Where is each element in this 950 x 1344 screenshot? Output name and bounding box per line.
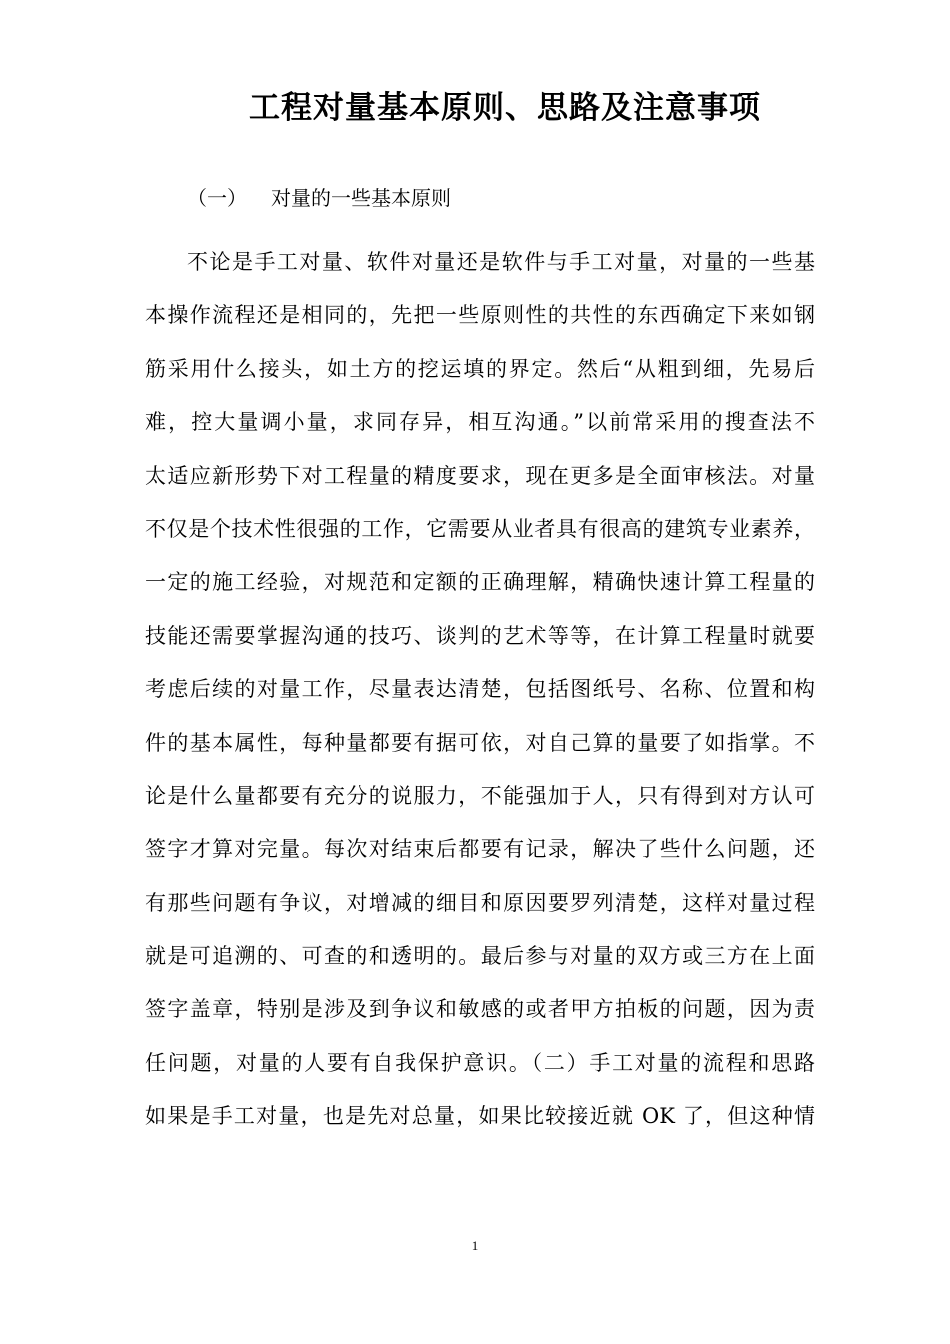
text-line: 太适应新形势下对工程量的精度要求，现在更多是全面审核法。对量 xyxy=(145,463,815,488)
text-line: 难，控大量调小量，求同存异，相互沟通。”以前常采用的搜查法不 xyxy=(145,410,815,435)
page-number: 1 xyxy=(471,1238,479,1253)
section-title: 对量的一些基本原则 xyxy=(271,186,451,210)
section-number: （一） xyxy=(187,186,247,210)
section-heading xyxy=(187,180,451,216)
text-line: 本操作流程还是相同的，先把一些原则性的共性的东西确定下来如钢 xyxy=(145,303,815,328)
text-line: 有那些问题有争议，对增减的细目和原因要罗列清楚，这样对量过程 xyxy=(145,890,815,915)
text-line: 如果是手工对量，也是先对总量，如果比较接近就 OK 了，但这种情 xyxy=(145,1104,815,1129)
text-line: 论是什么量都要有充分的说服力，不能强加于人，只有得到对方认可 xyxy=(145,783,815,808)
text-line: 考虑后续的对量工作，尽量表达清楚，包括图纸号、名称、位置和构 xyxy=(145,677,815,702)
text-line: 不论是手工对量、软件对量还是软件与手工对量，对量的一些基 xyxy=(187,250,815,274)
text-line: 任问题，对量的人要有自我保护意识。（二）手工对量的流程和思路 xyxy=(145,1050,815,1075)
body-paragraph xyxy=(145,236,815,1144)
text-line: 筋采用什么接头，如土方的挖运填的界定。然后“从粗到细，先易后 xyxy=(145,356,815,381)
text-line: 一定的施工经验，对规范和定额的正确理解，精确快速计算工程量的 xyxy=(145,570,815,595)
text-line: 件的基本属性，每种量都要有据可依，对自己算的量要了如指掌。不 xyxy=(145,730,815,755)
text-line: 签字才算对完量。每次对结束后都要有记录，解决了些什么问题，还 xyxy=(145,837,815,862)
document-title: 工程对量基本原则、思路及注意事项 xyxy=(249,90,761,126)
text-line: 签字盖章，特别是涉及到争议和敏感的或者甲方拍板的问题，因为责 xyxy=(145,997,815,1022)
text-line: 不仅是个技术性很强的工作，它需要从业者具有很高的建筑专业素养， xyxy=(145,516,815,541)
text-line: 就是可追溯的、可查的和透明的。最后参与对量的双方或三方在上面 xyxy=(145,944,815,969)
text-line: 技能还需要掌握沟通的技巧、谈判的艺术等等，在计算工程量时就要 xyxy=(145,623,815,648)
